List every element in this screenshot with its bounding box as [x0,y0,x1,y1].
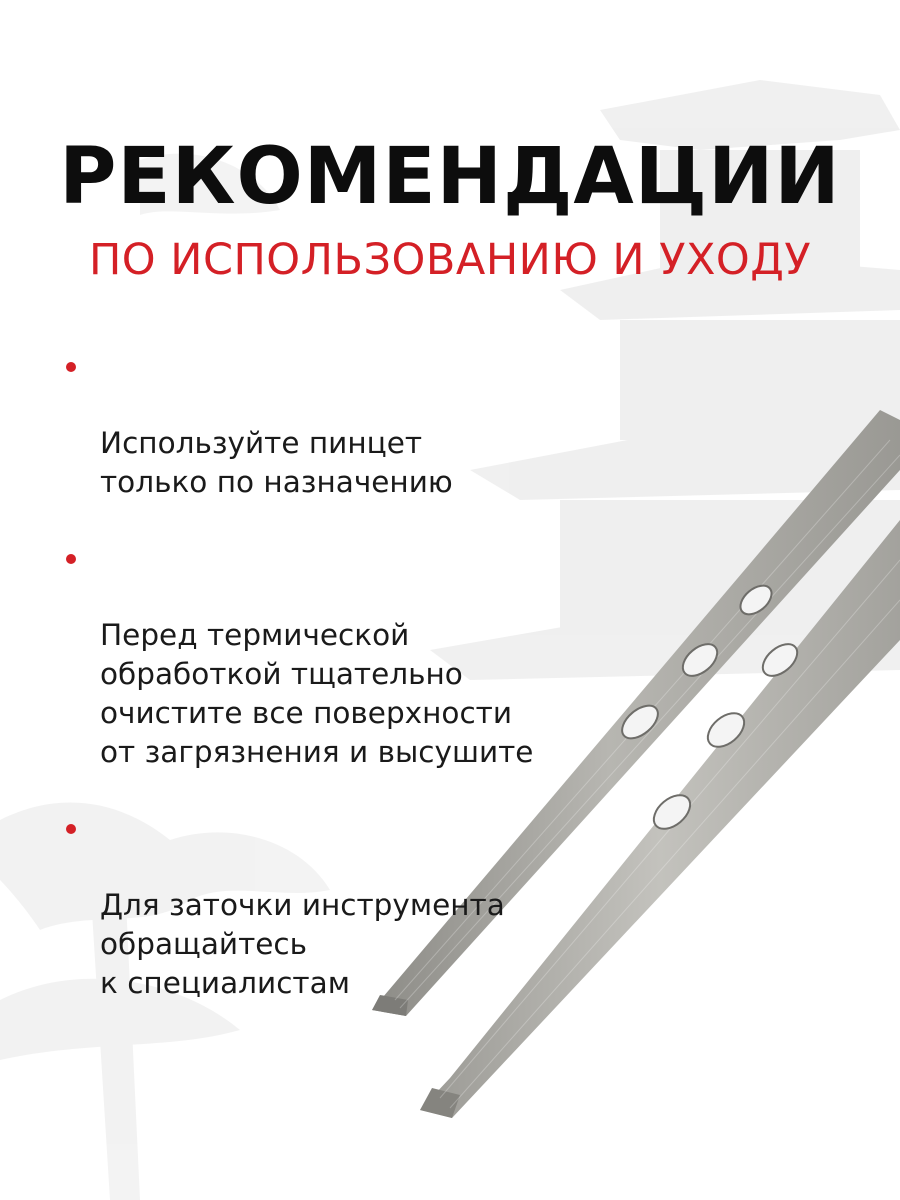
tip-text: Для заточки инструмента обращайтесь к специалистам [100,888,505,1000]
bullet-icon [66,554,76,564]
page-title: РЕКОМЕНДАЦИИ [59,132,841,222]
list-item [66,808,586,1003]
tip-text: Перед термической обработкой тщательно очистите все поверхности от загрязнения и высушите [100,618,534,769]
page-subtitle: ПО ИСПОЛЬЗОВАНИЮ И УХОДУ [88,235,812,285]
list-item [66,538,586,772]
bullet-icon [66,362,76,372]
bullet-icon [66,824,76,834]
list-item [66,346,586,502]
tip-text: Используйте пинцет только по назначению [100,426,453,499]
tips-list [66,346,586,1039]
